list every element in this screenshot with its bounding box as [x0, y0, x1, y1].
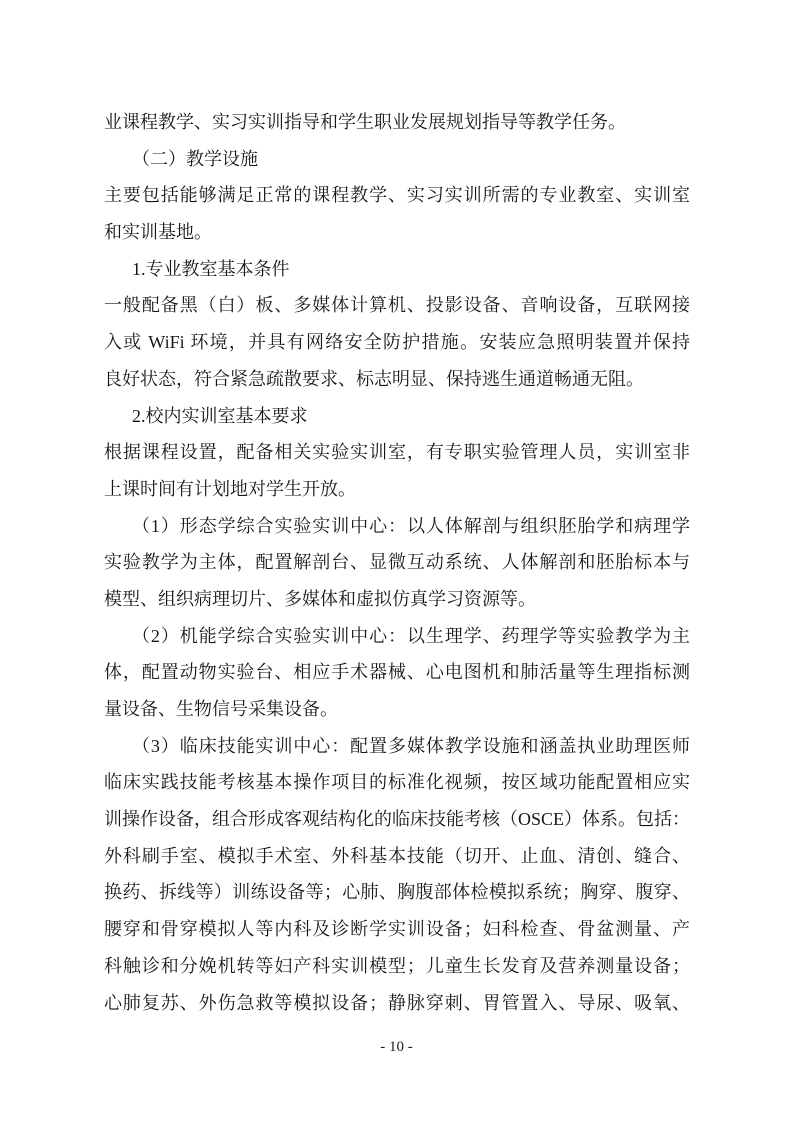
page-footer	[0, 1036, 793, 1058]
text-line: 2.校内实训室基本要求	[132, 405, 308, 426]
text-line: 体，配置动物实验台、相应手术器械、心电图机和肺活量等生理指标测	[104, 662, 690, 683]
text-line: （二）教学设施	[132, 148, 258, 169]
text-line: 良好状态，符合紧急疏散要求、标志明显、保持逃生通道畅通无阻。	[104, 368, 644, 389]
text-line: 科触诊和分娩机转等妇产科实训模型；儿童生长发育及营养测量设备；	[104, 955, 690, 976]
text-line: （2）机能学综合实验实训中心：以生理学、药理学等实验教学为主	[132, 625, 690, 646]
text-line: 临床实践技能考核基本操作项目的标准化视频，按区域功能配置相应实	[104, 772, 690, 793]
text-line: 心肺复苏、外伤急救等模拟设备；静脉穿刺、胃管置入、导尿、吸氧、	[104, 992, 690, 1013]
text-line: 1.专业教室基本条件	[132, 258, 290, 279]
text-line: 模型、组织病理切片、多媒体和虚拟仿真学习资源等。	[104, 588, 536, 609]
text-line: 业课程教学、实习实训指导和学生职业发展规划指导等教学任务。	[104, 112, 626, 132]
page-number: - 10 -	[380, 1039, 413, 1055]
text-line: 主要包括能够满足正常的课程教学、实习实训所需的专业教室、实训室	[104, 185, 690, 206]
text-line: 换药、拆线等）训练设备等；心肺、胸腹部体检模拟系统；胸穿、腹穿、	[104, 882, 690, 903]
text-line: 根据课程设置，配备相关实验实训室，有专职实验管理人员，实训室非	[104, 442, 690, 463]
text-line: 量设备、生物信号采集设备。	[104, 699, 338, 719]
text-line: 腰穿和骨穿模拟人等内科及诊断学实训设备；妇科检查、骨盆测量、产	[104, 919, 690, 940]
text-line: 一般配备黑（白）板、多媒体计算机、投影设备、音响设备，互联网接	[104, 295, 690, 316]
text-line: 入或 WiFi 环境，并具有网络安全防护措施。安装应急照明装置并保持	[104, 332, 690, 353]
text-line: （3）临床技能实训中心：配置多媒体教学设施和涵盖执业助理医师	[132, 735, 690, 756]
text-line: 和实训基地。	[104, 222, 212, 243]
text-line: 上课时间有计划地对学生开放。	[104, 478, 356, 499]
text-line: （1）形态学综合实验实训中心：以人体解剖与组织胚胎学和病理学	[132, 515, 690, 536]
text-line: 外科刷手室、模拟手术室、外科基本技能（切开、止血、清创、缝合、	[104, 845, 690, 866]
document-body	[104, 104, 690, 1021]
text-line: 实验教学为主体，配置解剖台、显微互动系统、人体解剖和胚胎标本与	[104, 552, 690, 573]
text-line: 训操作设备，组合形成客观结构化的临床技能考核（OSCE）体系。包括：	[104, 809, 691, 830]
